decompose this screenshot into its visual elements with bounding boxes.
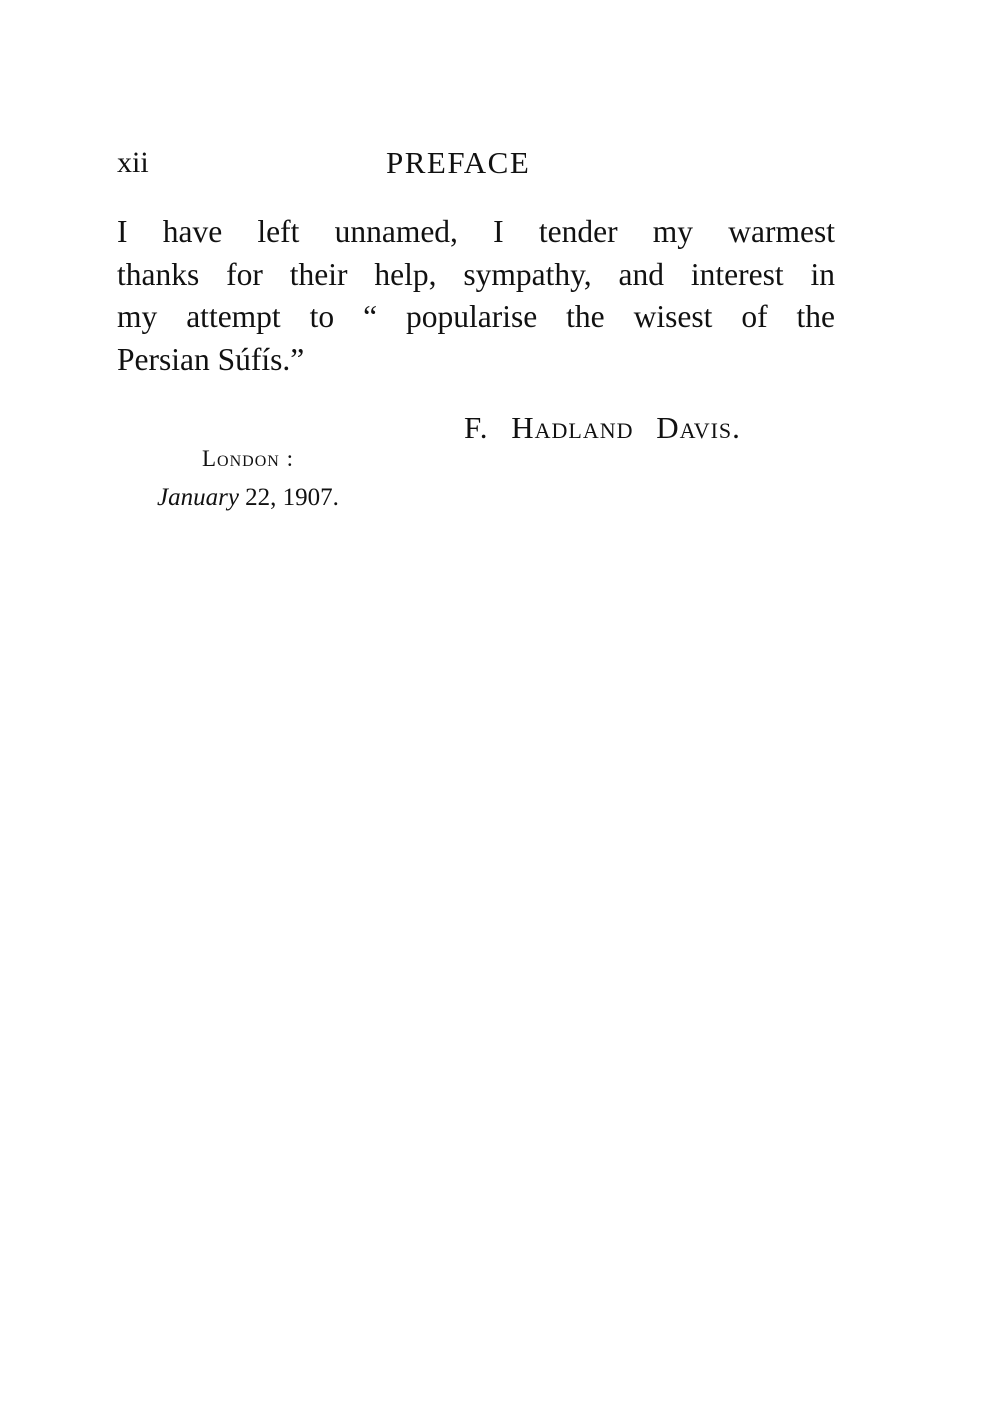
body-line: I have left unnamed, I tender my warmest	[117, 214, 835, 249]
page-number: xii	[117, 146, 149, 179]
body-line: thanks for their help, sympathy, and interest in	[117, 256, 835, 292]
running-title: PREFACE	[386, 145, 531, 180]
body-line: my attempt to “ popularise the wisest of the	[117, 299, 835, 334]
dateline-month: January	[157, 484, 239, 511]
body-paragraph	[117, 211, 835, 381]
author-signature: F. Hadland Davis.	[464, 410, 741, 445]
dateline-place: London :	[202, 446, 294, 471]
dateline-day-year: 22, 1907.	[238, 484, 339, 511]
dateline-date	[157, 482, 339, 514]
body-line: Persian Súfís.”	[117, 341, 305, 377]
